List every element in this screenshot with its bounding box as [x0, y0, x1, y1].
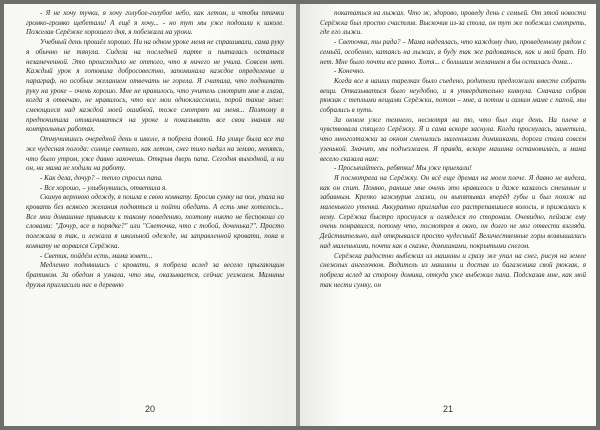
- paragraph: Медленно поднявшись с кровати, я побрела вслед за весело прыгающим братиком. За обедом я узнала, что мы, оказывается, сейчас уезжаем. Мамины друзья пригласили нас в деревню: [26, 261, 284, 289]
- right-page: [300, 4, 596, 426]
- paragraph: За окном уже темнело, несмотря на то, что был еще день. На плече я чувствовала спящего Серёжку. Я и сама вскоре заснула. Когда проснулась, заметила, что многоэтажки за окном сменились маленькими домишками, дорога стала совсем узенькой. Значит, мы подъезжаем. Я правда, вскоре машина остановилась, и мама весело сказала нам:: [320, 115, 586, 163]
- paragraph: Я посмотрела на Серёжку. Он всё еще дремал на моем плече. Я давно не видела, как он спит. Помню, раньше мне очень это нравилось и даже казалось смешным и забавным. Крепко зажмурив глазки, он выпятывал вперёд губы и был похож на маленького утенка. Аккуратно пригладив его растрепавшиеся волосы, я прижалась к нему. Серёжка быстро проснулся и огляделся по сторонам. Очевидно, пейзаж ему очень понравился, потому что, посмотрев в окно, он долго не мог отвести взгляда. Действительно, вид открывался просто чудесный! Величественные горы возвышались над маленькими, почти как в сказке, домишками, покрытыми снегом.: [320, 173, 586, 250]
- paragraph: покататься на лыжах. Что ж, здорово, проведу день с семьей. От этой новости Серёжка был просто счастлив. Выскочив из-за стола, он тут же побежал смотреть, где его лыжи.: [320, 9, 586, 37]
- paragraph: Когда все в наших тарелках было съедено, родители предложили вместе собрать вещи. Отказываться было неудобно, и я утвердительно кивнула. Сначала собрав рюкзак с теплыми вещами Серёжки, потом – мне, а потом и самим маме с папой, мы собрались в путь.: [320, 76, 586, 115]
- paragraph: - Все хорошо, – улыбнувшись, ответила я.: [40, 183, 168, 192]
- left-page: [4, 4, 296, 426]
- paragraph: Отмучившись очередной день в школе, я побрела домой. На улице была все та же чудесная погода: солнце светило, как летом, снег тихо падал на землю, меняясь, что было утром, уже давно захочешь. Открыв дверь папа. Сегодня выходной, и ни он, ни мама не ходили на работу.: [26, 135, 284, 173]
- paragraph: - Я не хочу тучки, я хочу голубое-голубое небо, как летом, и чтобы птички громко-громко щебетали! А ещё я хочу... - но тут мы уже подошли к школе. Пожелав Серёжке хорошего дня, я побежала на уроки.: [26, 9, 284, 37]
- paragraph: Серёжка радостно выбежал из машины и сразу же упал на снег, рисуя на земле снежных ангелочков. Водитель из машины и достав из багажника свой рюкзак, я побрела вслед за сторону домика, откуда уже выбежал папа. Подсказав мне, как мой так нести сумку, он: [320, 251, 586, 289]
- paragraph: - Просыпайтесь, ребятки! Мы уже приехали!: [334, 164, 472, 173]
- paragraph: - Как дела, дочур? – тепло спросил папа.: [40, 173, 163, 182]
- paragraph: - Светик, пойдём есть, мама зовет...: [40, 251, 153, 260]
- paragraph: Учебный день прошёл хорошо. Ни на одном уроке меня не спрашивали, сама руку я обычно не тянула. Сидела на последней парте и пыталась остаться незамеченной. Это происходило не оттого, что я ничего не учила. Совсем нет. Каждый урок я готовила добросовестно, запоминала каждое определение и параграф, но особым желанием отвечать не горела. Я считала, что поднимать руку на уроке – очень хорошо. Мне не нравилось, что учитель смотрит мне в глаза, когда я отвечаю, не нравилось, что все мои одноклассники, порой такие злые: смеющиеся над каждой моей ошибкой, тоже смотрят на меня... Поэтому я предпочитала отмалчиваться на уроке и показывать все свои знания на контрольных работах.: [26, 38, 284, 134]
- right-page-text: [320, 9, 586, 290]
- paragraph: Скинув верхнюю одежду, я пошла в свою комнату. Бросив сумку на пол, упала на кровать без всякого желания подняться и пойти обедать. А есть мне хотелось... Все мои домашние привыкли к такому поведению, поэтому никто не беспокоил со словами: "Дочур, все в порядке?" или "Светочка, что с тобой, доченька?". Просто полежала я так, и лежала я школьной одежде, на заправленной кровати, пока в комнату не ворвался Серёжка.: [26, 193, 284, 250]
- paragraph: - Светочка, ты рада? – Мама надеялась, что каждому дню, проведенному рядом с семьёй, особенно, катаясь на лыжах, я буду так же радоваться, как и мой брат. Но нет. Мне было почти все равно. Хотя... с большим желанием я бы осталась дома...: [320, 38, 586, 66]
- page-number: 21: [442, 404, 453, 414]
- left-page-text: [26, 9, 284, 290]
- page-number: 20: [144, 404, 155, 414]
- paragraph: - Конечно.: [334, 67, 365, 76]
